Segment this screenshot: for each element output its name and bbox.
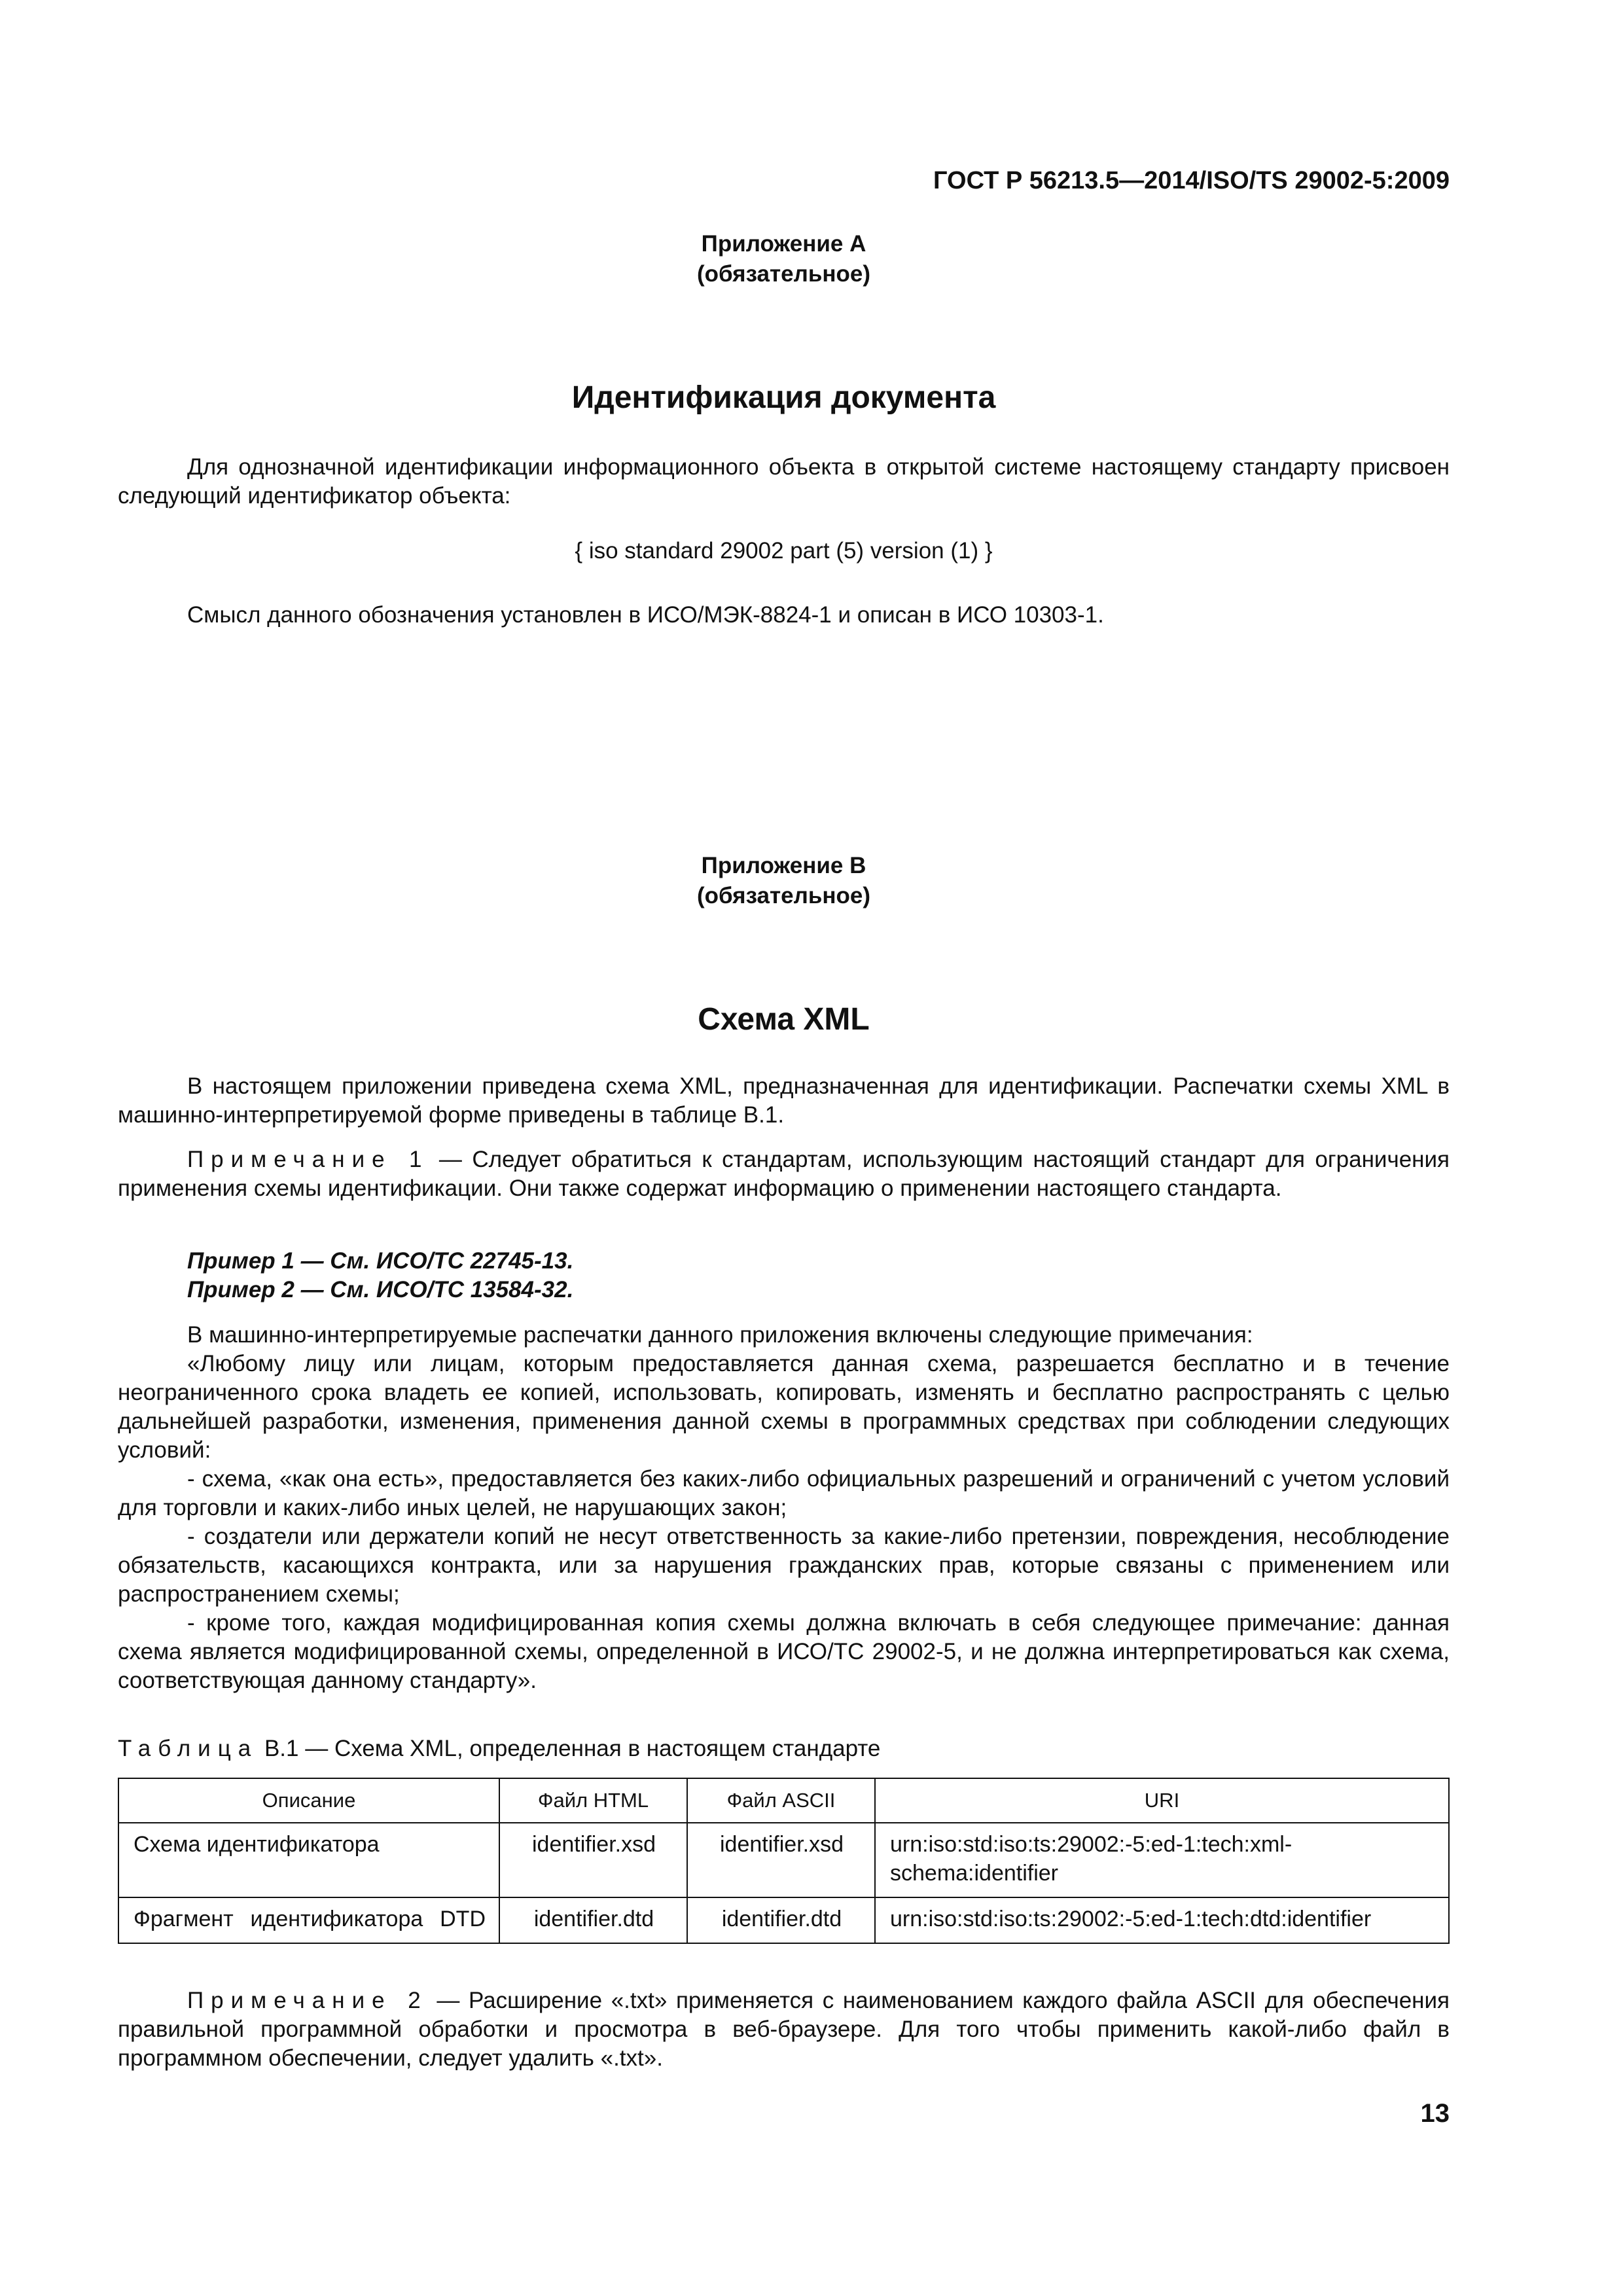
- table-cell: identifier.dtd: [499, 1897, 687, 1943]
- license-notes-block: [118, 1321, 1450, 1695]
- annex-a-heading: [118, 229, 1450, 289]
- annex-b-heading: [118, 851, 1450, 911]
- column-header: Файл ASCII: [687, 1778, 875, 1823]
- example-2: Пример 2 — См. ИСО/ТС 13584-32.: [187, 1277, 574, 1302]
- table-row: [118, 1897, 1449, 1943]
- table-cell: identifier.xsd: [687, 1823, 875, 1897]
- condition-2: - создатели или держатели копий не несут ответственность за какие-либо претензии, повреждения, несоблюдение обязательств, касающихся контракта, или за нарушения гражданских прав, которые связаны с применением или распространением схемы;: [118, 1524, 1450, 1607]
- annex-a-label: Приложение А: [701, 231, 866, 257]
- condition-1: - схема, «как она есть», предоставляется без каких-либо официальных разрешений и ограничений с учетом условий для торговли и каких-либо иных целей, не нарушающих закон;: [118, 1466, 1450, 1520]
- table-cell: Фрагмент идентификатора DTD: [118, 1897, 499, 1943]
- object-identifier: { iso standard 29002 part (5) version (1) }: [575, 538, 993, 564]
- table-caption-text: В.1 — Схема XML, определенная в настоящем стандарте: [258, 1736, 881, 1761]
- annex-b-label: Приложение В: [701, 853, 866, 878]
- examples: [118, 1247, 1519, 1304]
- note-2: [118, 1986, 1450, 2073]
- notes-intro: В машинно-интерпретируемые распечатки данного приложения включены следующие примечания:: [187, 1322, 1253, 1348]
- note-1: [118, 1145, 1450, 1203]
- annex-b-intro: В настоящем приложении приведена схема XML, предназначенная для идентификации. Распечатки схемы XML в машинно-интерпретируемой форме приведены в таблице В.1.: [118, 1073, 1450, 1128]
- example-1: Пример 1 — См. ИСО/ТС 22745-13.: [187, 1248, 574, 1274]
- table-cell: Схема идентификатора: [118, 1823, 499, 1897]
- table-caption: [118, 1734, 1450, 1763]
- page-number: 13: [1420, 2099, 1450, 2128]
- annex-a-title: Идентификация документа: [571, 380, 996, 415]
- note-1-text: — Следует обратиться к стандартам, использующим настоящий стандарт для ограничения применения схемы идентификации. Они также содержат информацию о применении настоящего стандарта.: [118, 1147, 1450, 1201]
- table-header-row: [118, 1778, 1449, 1823]
- table-cell: identifier.xsd: [499, 1823, 687, 1897]
- xml-schema-table: [118, 1778, 1450, 1944]
- column-header: URI: [875, 1778, 1449, 1823]
- table-cell: urn:iso:std:iso:ts:29002:-5:ed-1:tech:xml-schema:identifier: [875, 1823, 1449, 1897]
- annex-b-status: (обязательное): [696, 883, 870, 908]
- column-header: Описание: [118, 1778, 499, 1823]
- table-cell: urn:iso:std:iso:ts:29002:-5:ed-1:tech:dtd:identifier: [875, 1897, 1449, 1943]
- note-2-label: Примечание 2: [187, 1988, 428, 2013]
- column-header: Файл HTML: [499, 1778, 687, 1823]
- annex-b-title: Схема XML: [698, 1002, 870, 1037]
- table-row: [118, 1823, 1449, 1897]
- license-text: «Любому лицу или лицам, которым предоставляется данная схема, разрешается бесплатно и в течение неограниченного срока владеть ее копией, использовать, копировать, изменять и бесплатно распространять с целью дальнейшей разработки, изменения, применения данной схемы в программных средствах при соблюдении следующих условий:: [118, 1351, 1450, 1463]
- table-cell: identifier.dtd: [687, 1897, 875, 1943]
- note-1-label: Примечание 1: [187, 1147, 429, 1172]
- table-caption-label: Таблица: [118, 1736, 259, 1761]
- note-2-text: — Расширение «.txt» применяется с наименованием каждого файла ASCII для обеспечения правильной программной обработки и просмотра в веб-браузере. Для того чтобы применить какой-либо файл в программном обеспечении, следует удалить «.txt».: [118, 1988, 1450, 2071]
- condition-3: - кроме того, каждая модифицированная копия схемы должна включать в себя следующее примечание: данная схема является модифицированной схемы, определенной в ИСО/ТС 29002-5, и не должна интерпретироваться как схема, соответствующая данному стандарту».: [118, 1610, 1450, 1693]
- annex-a-intro: Для однозначной идентификации информационного объекта в открытой системе настоящему стандарту присвоен следующий идентификатор объекта:: [118, 454, 1450, 509]
- standard-number: ГОСТ Р 56213.5—2014/ISO/TS 29002-5:2009: [933, 167, 1450, 194]
- annex-a-meaning: Смысл данного обозначения установлен в ИСО/МЭК-8824-1 и описан в ИСО 10303-1.: [187, 602, 1104, 628]
- annex-a-status: (обязательное): [696, 261, 870, 287]
